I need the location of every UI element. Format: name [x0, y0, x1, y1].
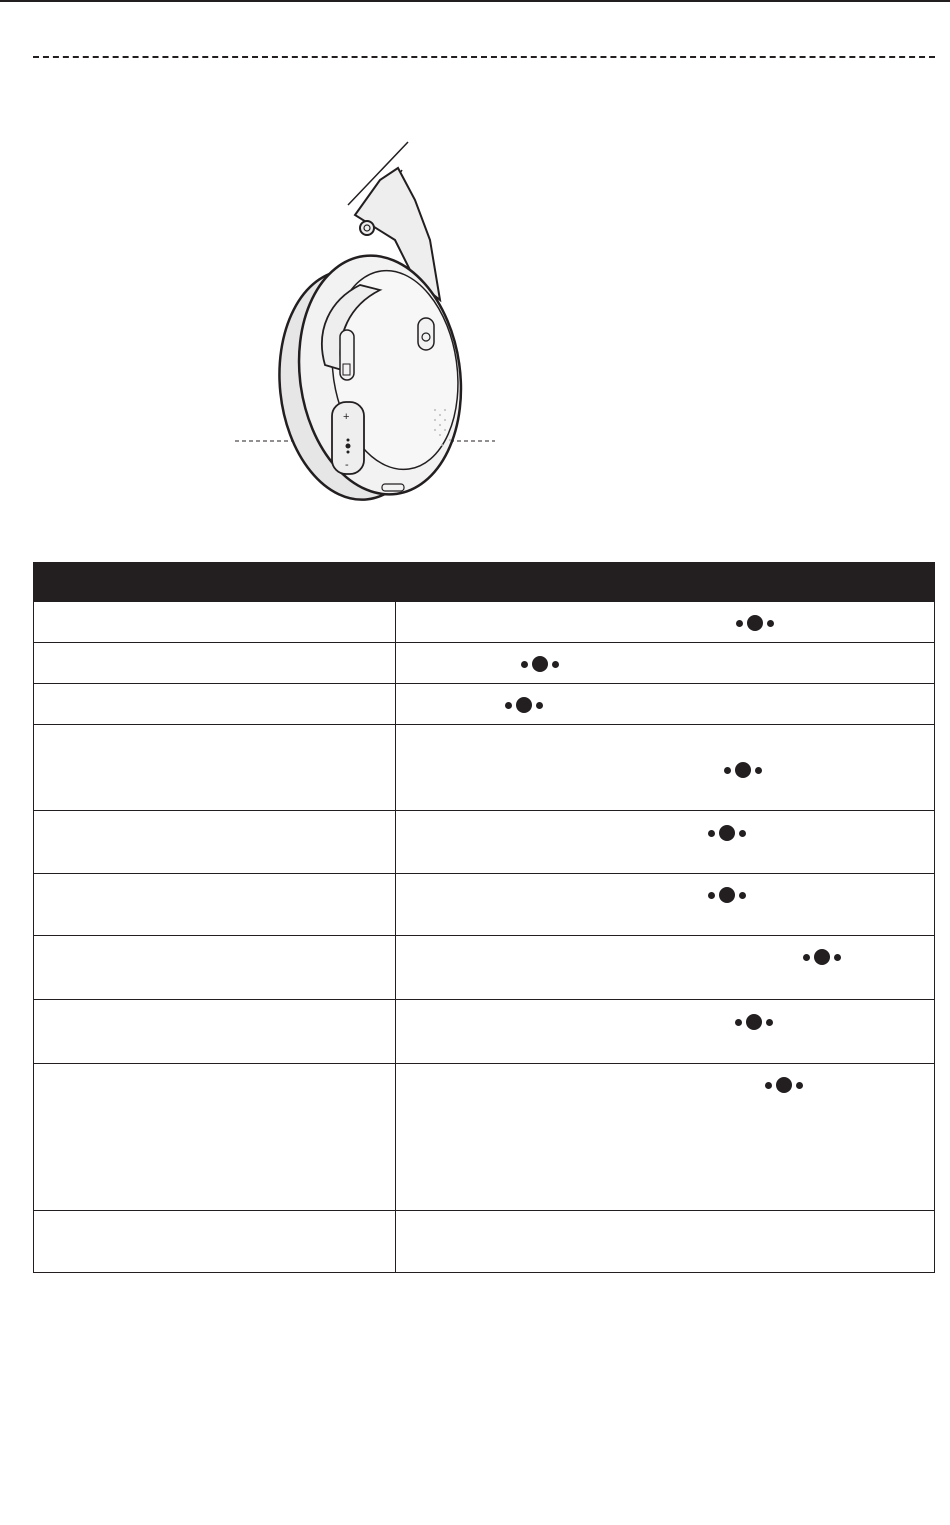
top-rule: [0, 0, 950, 2]
table-header: [34, 563, 935, 602]
row-left: [34, 1211, 396, 1273]
row-left: [34, 874, 396, 936]
row-left: [34, 684, 396, 725]
svg-text:-: -: [345, 459, 349, 471]
row-right: [396, 874, 935, 936]
table-row: [34, 1000, 935, 1064]
multi-function-button-icon: [708, 887, 746, 903]
row-left: [34, 602, 396, 643]
table-row: [34, 725, 935, 811]
multi-function-button-icon: [521, 656, 559, 672]
multi-function-button-icon: [724, 762, 762, 778]
row-left: [34, 1000, 396, 1064]
multi-function-button-icon: [505, 697, 543, 713]
row-right: [396, 725, 935, 811]
row-right: [396, 811, 935, 874]
table-row: [34, 684, 935, 725]
row-right: [396, 643, 935, 684]
row-right: [396, 1064, 935, 1211]
multi-function-button-icon: [708, 825, 746, 841]
svg-text:+: +: [343, 411, 350, 423]
multi-function-button-icon: [736, 615, 774, 631]
table-row: [34, 811, 935, 874]
row-left: [34, 811, 396, 874]
table-row: [34, 874, 935, 936]
controls-table: [33, 562, 935, 1273]
table-row: [34, 643, 935, 684]
row-left: [34, 1064, 396, 1211]
row-right: [396, 936, 935, 1000]
headphone-illustration: [230, 140, 500, 510]
row-left: [34, 643, 396, 684]
row-right: [396, 602, 935, 643]
headphone-drawing: [230, 140, 500, 510]
row-right: [396, 1211, 935, 1273]
multi-function-button-icon: [735, 1014, 773, 1030]
multi-function-button-icon: [765, 1077, 803, 1093]
table-row: [34, 936, 935, 1000]
row-left: [34, 725, 396, 811]
header-cell-right: [396, 563, 935, 602]
row-left: [34, 936, 396, 1000]
table-row: [34, 1211, 935, 1273]
table-row: [34, 1064, 935, 1211]
row-right: [396, 1000, 935, 1064]
table-row: [34, 602, 935, 643]
header-cell-left: [34, 563, 396, 602]
multi-function-button-icon: [803, 949, 841, 965]
row-right: [396, 684, 935, 725]
section-divider: [33, 56, 935, 58]
